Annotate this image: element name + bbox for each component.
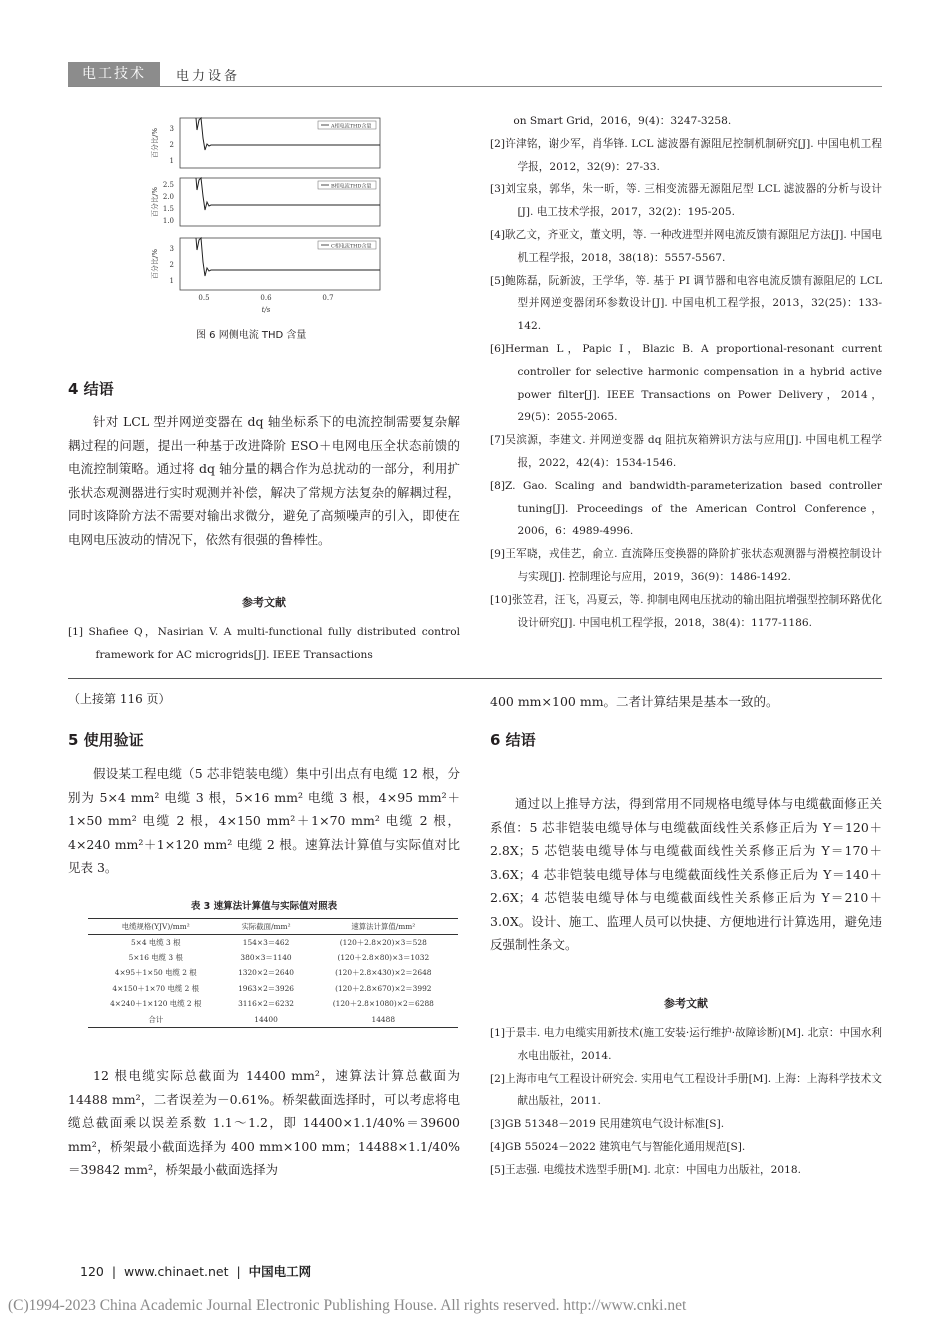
table-cell: (120＋2.8×670)×2＝3992 xyxy=(335,983,432,993)
table-3 xyxy=(88,918,458,1028)
table-cell: 4×150＋1×70 电缆 2 根 xyxy=(112,983,200,993)
section-6-heading: 6 结语 xyxy=(490,731,536,749)
reference-item: [1]于景丰. 电力电缆实用新技术(施工安装·运行维护·故障诊断)[M]. 北京：中国水利水电出版社，2014. xyxy=(490,1027,882,1062)
section-5-paragraph-1: 假设某工程电缆（5 芯非铠装电缆）集中引出点有电缆 12 根，分别为 5×4 mm² 电缆 3 根，5×16 mm² 电缆 3 根，4×95 mm²＋1×50 mm² 电缆 2 根，4×150 mm²＋1×70 mm² 电缆 2 根，4×240 mm²＋1×120 mm² 电缆 2 根。速算法计算值与实际值对比见表 3。 xyxy=(68,766,460,875)
table-3-title: 表 3 速算法计算值与实际值对照表 xyxy=(190,901,338,912)
header-rule xyxy=(68,86,882,87)
table-header: 实际截面/mm² xyxy=(223,919,308,935)
page-number: 120 xyxy=(80,1264,104,1279)
panel-c-ytick: 1 xyxy=(169,277,174,285)
table-cell: (120＋2.8×1080)×2＝6288 xyxy=(332,999,434,1009)
panel-a xyxy=(150,118,380,168)
panel-a-ytick: 3 xyxy=(169,125,174,133)
refs-list-top-left xyxy=(68,621,460,667)
table-cell: 5×16 电缆 3 根 xyxy=(128,952,183,962)
footer-separator: | xyxy=(111,1264,117,1279)
refs-list-bottom xyxy=(490,1022,882,1182)
reference-item: [8]Z. Gao. Scaling and bandwidth-parameterization based controller tuning[J]. Proceedings of the American Control Conference，2006，6：4989-4996. xyxy=(490,479,882,538)
table-cell: (120＋2.8×80)×3＝1032 xyxy=(337,952,430,962)
refs-title-top: 参考文献 xyxy=(242,596,286,609)
table-cell: 5×4 电缆 3 根 xyxy=(130,937,181,947)
table-cell: 1963×2＝3926 xyxy=(238,983,294,993)
panel-b-ytick: 2.5 xyxy=(162,181,174,189)
x-axis-label: t/s xyxy=(261,306,271,314)
table-header: 电缆规格(YJV)/mm² xyxy=(88,919,223,935)
table-cell: (120＋2.8×20)×3＝528 xyxy=(339,937,427,947)
footer-site[interactable]: www.chinaet.net xyxy=(124,1264,229,1279)
table-3-grid xyxy=(88,918,458,1028)
table-cell: 14400 xyxy=(223,1012,308,1028)
table-cell: 380×3＝1140 xyxy=(240,952,292,962)
table-row xyxy=(88,981,458,997)
reference-item: [6]Herman L，Papic I，Blazic B. A proportional-resonant current controller for selective harmonic compensation in a hybrid active power filter[J]. IEEE Transactions on Power Delivery，2014，29(5)：2055-2065. xyxy=(490,342,882,424)
page-footer xyxy=(80,1262,311,1280)
table-row xyxy=(88,996,458,1012)
reference-item: [7]吴滨源，李建文. 并网逆变器 dq 阻抗灰箱辨识方法与应用[J]. 中国电机工程学报，2022，42(4)：1534-1546. xyxy=(490,434,882,469)
refs-title-bottom: 参考文献 xyxy=(664,997,708,1010)
table-header: 速算法计算值/mm² xyxy=(309,919,458,935)
reference-item: [3]GB 51348－2019 民用建筑电气设计标准[S]. xyxy=(490,1118,725,1131)
section-6-paragraph: 通过以上推导方法，得到常用不同规格电缆导体与电缆截面修正关系值：5 芯非铠装电缆导体与电缆截面线性关系修正后为 Y＝120＋2.8X；5 芯铠装电缆导体与电缆截面线性关系修正后为 Y＝170＋3.6X；4 芯非铠装电缆导体与电缆截面线性关系修正后为 Y＝140＋2.6X；4 芯铠装电缆导体与电缆截面线性关系修正后为 Y＝210＋3.0X。设计、施工、监理人员可以快捷、方便地进行计算选用，避免违反强制性条文。 xyxy=(490,796,882,952)
article-divider xyxy=(68,678,882,679)
reference-item: [4]耿乙文，齐亚文，董文明，等. 一种改进型并网电流反馈有源阻尼方法[J]. 中国电机工程学报，2018，38(18)：5557-5567. xyxy=(490,228,882,264)
panel-b-ytick: 1.0 xyxy=(162,217,174,225)
table-cell: 154×3＝462 xyxy=(242,937,290,947)
table-cell: 14488 xyxy=(309,1012,458,1028)
reference-item: on Smart Grid，2016，9(4)：3247-3258. xyxy=(513,115,732,127)
reference-item: [2]许津铭，谢少军，肖华锋. LCL 滤波器有源阻尼控制机制研究[J]. 中国电机工程学报，2012，32(9)：27-33. xyxy=(490,137,882,173)
section-4-heading: 4 结语 xyxy=(68,380,114,398)
panel-a-ytick: 1 xyxy=(169,157,174,165)
footer-brand: 中国电工网 xyxy=(248,1264,312,1279)
panel-c-ytick: 3 xyxy=(169,245,174,253)
reference-item: [9]王军晓，戎佳艺，俞立. 直流降压变换器的降阶扩张状态观测器与滑模控制设计与实现[J]. 控制理论与应用，2019，36(9)：1486-1492. xyxy=(490,548,882,583)
journal-category: 电力设备 xyxy=(176,69,241,84)
table-cell: 1320×2＝2640 xyxy=(238,968,294,978)
table-row xyxy=(88,950,458,966)
continuation-text: 400 mm×100 mm。二者计算结果是基本一致的。 xyxy=(490,694,779,709)
panel-a-ylabel: 百分比/% xyxy=(151,127,159,159)
panel-c xyxy=(150,238,380,314)
table-cell: (120＋2.8×430)×2＝2648 xyxy=(335,968,432,978)
section-4-paragraph: 针对 LCL 型并网逆变器在 dq 轴坐标系下的电流控制需要复杂解耦过程的问题，提出一种基于改进降阶 ESO＋电网电压全状态前馈的电流控制策略。通过将 dq 轴分量的耦合作为总扰动的一部分，利用扩张状态观测器进行实时观测并补偿，解决了常规方法复杂的解耦过程，同时该降阶方法不需要对输出求微分，避免了高频噪声的引入，即使在电网电压波动的情况下，依然有很强的鲁棒性。 xyxy=(68,414,460,547)
panel-b-ylabel: 百分比/% xyxy=(151,186,159,218)
table-row xyxy=(88,965,458,981)
panel-a-legend: A相电流THD含量 xyxy=(331,123,372,130)
section-5-body-2 xyxy=(68,1064,460,1182)
copyright-line: (C)1994-2023 China Academic Journal Electronic Publishing House. All rights reserved. http://www.cnki.net xyxy=(8,1297,687,1314)
table-row xyxy=(88,934,458,950)
panel-c-legend: C相电流THD含量 xyxy=(331,243,372,250)
journal-section-tag: 电工技术 xyxy=(68,62,160,86)
reference-item: [5]鲍陈磊，阮新波，王学华，等. 基于 PI 调节器和电容电流反馈有源阻尼的 LCL 型并网逆变器闭环参数设计[J]. 中国电机工程学报，2013，32(25)：133-142. xyxy=(490,274,882,333)
panel-a-ytick: 2 xyxy=(169,141,174,149)
section-5-continuation xyxy=(490,690,882,714)
reference-item: [1] Shafiee Q，Nasirian V. A multi-functional fully distributed control framework for AC microgrids[J]. IEEE Transactions xyxy=(68,626,460,661)
panel-b-legend: B相电流THD含量 xyxy=(331,183,372,190)
figure-6-svg xyxy=(140,110,400,320)
table-cell: 合计 xyxy=(88,1012,223,1028)
table-cell: 4×240＋1×120 电缆 2 根 xyxy=(110,999,202,1009)
section-6-body xyxy=(490,792,882,957)
refs-list-top-right xyxy=(490,110,882,634)
reference-item: [4]GB 55024－2022 建筑电气与智能化通用规范[S]. xyxy=(490,1140,746,1153)
continued-note: （上接第 116 页） xyxy=(68,692,171,706)
x-tick: 0.6 xyxy=(260,294,272,302)
panel-c-ylabel: 百分比/% xyxy=(151,248,159,280)
x-tick: 0.5 xyxy=(198,294,210,302)
reference-item: [2]上海市电气工程设计研究会. 实用电气工程设计手册[M]. 上海：上海科学技术文献出版社，2011. xyxy=(490,1072,882,1108)
panel-b-ytick: 1.5 xyxy=(162,205,174,213)
figure-6-caption: 图 6 网侧电流 THD 含量 xyxy=(196,330,307,341)
reference-item: [10]张笠君，汪飞，冯夏云，等. 抑制电网电压扰动的输出阻抗增强型控制环路优化设计研究[J]. 中国电机工程学报，2018，38(4)：1177-1186. xyxy=(490,593,882,629)
section-5-heading: 5 使用验证 xyxy=(68,731,144,749)
table-cell: 3116×2＝6232 xyxy=(238,999,294,1009)
x-tick: 0.7 xyxy=(322,294,334,302)
footer-separator: | xyxy=(236,1264,241,1279)
reference-item: [3]刘宝泉，郭华，朱一昕，等. 三相变流器无源阻尼型 LCL 滤波器的分析与设计[J]. 电工技术学报，2017，32(2)：195-205. xyxy=(490,183,882,219)
section-4-body xyxy=(68,410,460,551)
table-row xyxy=(88,1012,458,1028)
figure-6 xyxy=(140,110,400,320)
section-5-body xyxy=(68,762,460,880)
panel-b-ytick: 2.0 xyxy=(162,193,174,201)
section-5-paragraph-2: 12 根电缆实际总截面为 14400 mm²，速算法计算总截面为 14488 mm²，二者误差为－0.61%。桥架截面选择时，可以考虑将电缆总截面乘以误差系数 1.1～1.2，即 14400×1.1/40%＝39600 mm²，桥架最小截面选择为 400 mm×100 mm；14488×1.1/40%＝39842 mm²，桥架最小截面选择为 xyxy=(68,1068,460,1177)
table-cell: 4×95＋1×50 电缆 2 根 xyxy=(114,968,197,978)
panel-c-ytick: 2 xyxy=(169,261,174,269)
panel-b xyxy=(150,178,380,226)
reference-item: [5]王志强. 电缆技术选型手册[M]. 北京：中国电力出版社，2018. xyxy=(490,1163,801,1176)
